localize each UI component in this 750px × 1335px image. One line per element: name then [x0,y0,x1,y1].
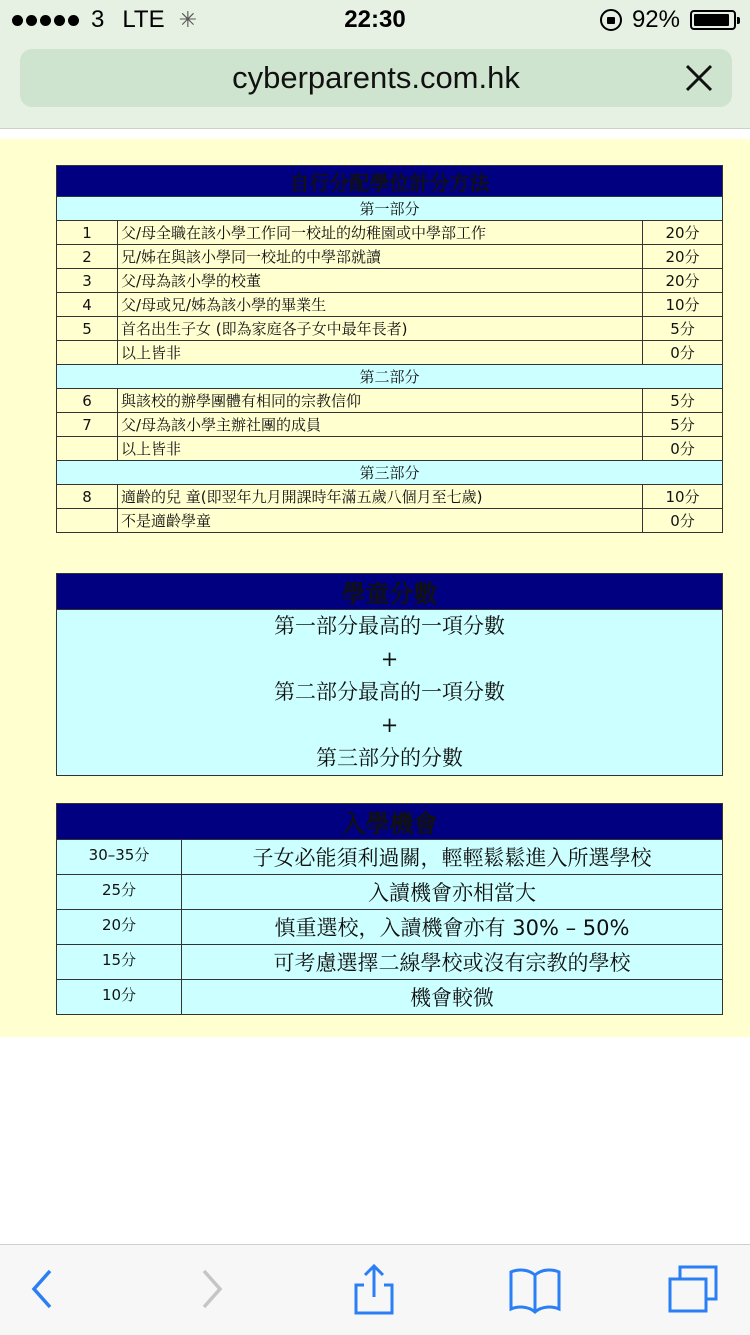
share-icon[interactable] [352,1263,396,1317]
row-description: 不是適齡學童 [118,509,643,533]
table-row [57,945,723,980]
activity-spinner-icon: ✳ [178,7,198,32]
row-points: 10分 [643,485,723,509]
table-row [57,509,723,533]
network-type: LTE [122,6,165,33]
row-number: 4 [57,293,118,317]
row-number [57,509,118,533]
address-bar[interactable] [20,49,732,107]
score-range: 20分 [57,910,182,945]
table-row [57,269,723,293]
row-number: 6 [57,389,118,413]
chance-description: 入讀機會亦相當大 [182,875,723,910]
score-range: 25分 [57,875,182,910]
bookmarks-icon[interactable] [508,1263,562,1317]
student-score-table [56,573,723,776]
battery-icon [690,10,736,30]
row-number: 8 [57,485,118,509]
clock: 22:30 [344,6,406,33]
score-range: 15分 [57,945,182,980]
row-number: 7 [57,413,118,437]
admission-chance-table [56,803,723,1015]
row-description: 首名出生子女 (即為家庭各子女中最年長者) [118,317,643,341]
student-score-title: 學童分數 [57,574,723,610]
tabs-icon[interactable] [666,1263,720,1317]
row-points: 5分 [643,317,723,341]
scoring-table-title: 自行分配學位計分方法 [57,166,723,197]
part3-header: 第三部分 [57,461,723,485]
page-content [0,139,750,1037]
part2-header: 第二部分 [57,365,723,389]
battery-fill [694,14,729,26]
row-number: 3 [57,269,118,293]
orientation-lock-icon [600,9,622,31]
table-row [57,389,723,413]
row-description: 父/母或兄/姊為該小學的畢業生 [118,293,643,317]
url-text: cyberparents.com.hk [232,60,520,95]
browser-address-area [0,40,750,129]
row-points: 20分 [643,221,723,245]
table-row [57,245,723,269]
row-points: 5分 [643,413,723,437]
score-line: 第一部分最高的一項分數 [274,614,505,638]
status-bar [0,0,750,40]
row-points: 0分 [643,509,723,533]
close-icon[interactable] [682,61,716,95]
row-description: 父/母為該小學的校董 [118,269,643,293]
carrier-name: 3 [91,6,105,33]
battery-percent: 92% [631,6,680,33]
score-range: 10分 [57,980,182,1015]
part3-rows [57,485,723,533]
table-row [57,221,723,245]
plus-sign: + [380,713,399,737]
table-row [57,317,723,341]
plus-sign: + [380,647,399,671]
admission-chance-rows [57,840,723,1015]
student-score-body [57,610,723,776]
row-description: 與該校的辦學團體有相同的宗教信仰 [118,389,643,413]
scoring-table [56,165,723,533]
part1-rows [57,221,723,365]
admission-chance-title: 入學機會 [57,804,723,840]
score-line: 第三部分的分數 [316,746,463,770]
forward-icon[interactable] [196,1263,226,1315]
table-row [57,413,723,437]
table-row [57,341,723,365]
part1-header: 第一部分 [57,197,723,221]
chance-description: 慎重選校，入讀機會亦有 30% – 50% [182,910,723,945]
table-row [57,875,723,910]
table-row [57,293,723,317]
row-points: 0分 [643,341,723,365]
row-description: 兄/姊在與該小學同一校址的中學部就讀 [118,245,643,269]
row-description: 父/母全職在該小學工作同一校址的幼稚園或中學部工作 [118,221,643,245]
chance-description: 可考慮選擇二線學校或沒有宗教的學校 [182,945,723,980]
table-row [57,840,723,875]
row-description: 以上皆非 [118,341,643,365]
row-points: 10分 [643,293,723,317]
row-points: 5分 [643,389,723,413]
back-icon[interactable] [28,1263,58,1315]
score-range: 30–35分 [57,840,182,875]
browser-toolbar [0,1244,750,1335]
row-points: 0分 [643,437,723,461]
row-number: 2 [57,245,118,269]
table-row [57,910,723,945]
table-row [57,485,723,509]
row-number [57,341,118,365]
row-points: 20分 [643,269,723,293]
table-row [57,437,723,461]
row-number: 1 [57,221,118,245]
part2-rows [57,389,723,461]
row-points: 20分 [643,245,723,269]
chance-description: 子女必能須利過關，輕輕鬆鬆進入所選學校 [182,840,723,875]
status-right [600,6,736,34]
row-number [57,437,118,461]
row-number: 5 [57,317,118,341]
table-row [57,980,723,1015]
score-line: 第二部分最高的一項分數 [274,680,505,704]
row-description: 以上皆非 [118,437,643,461]
chance-description: 機會較微 [182,980,723,1015]
row-description: 父/母為該小學主辦社團的成員 [118,413,643,437]
row-description: 適齡的兒 童(即翌年九月開課時年滿五歲八個月至七歲) [118,485,643,509]
